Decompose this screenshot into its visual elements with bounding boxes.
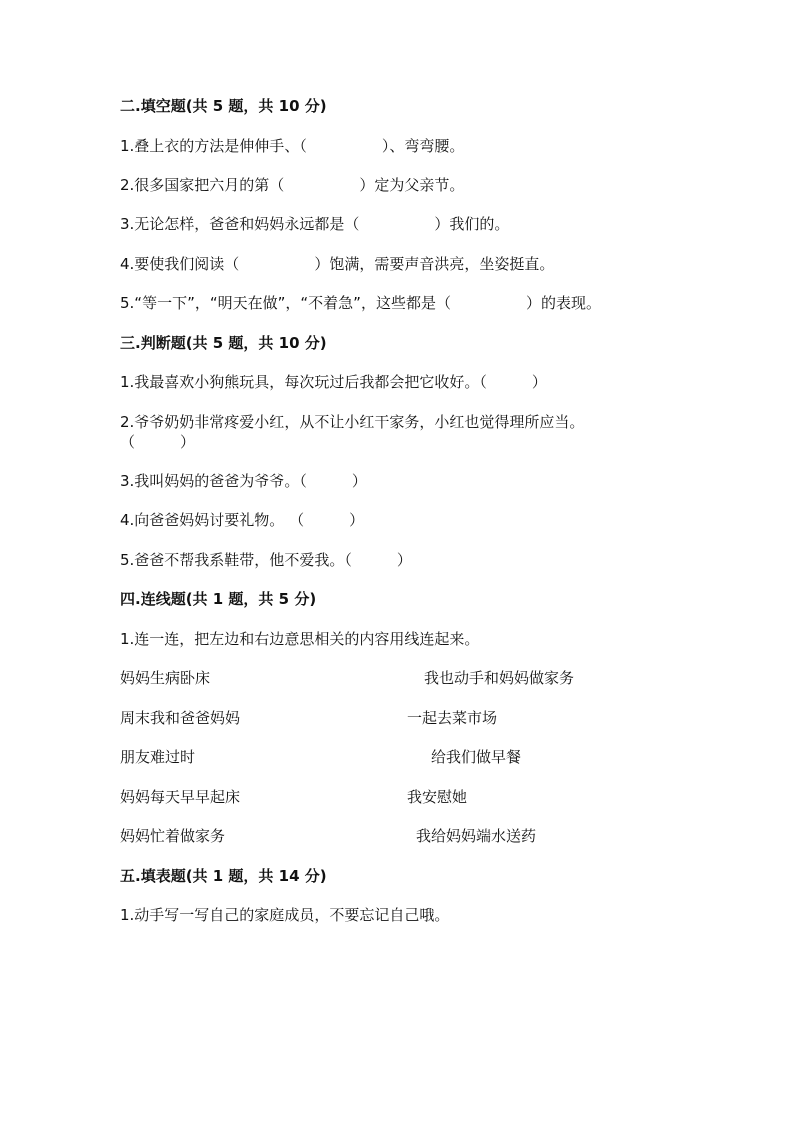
section-3-question-3: 3.我叫妈妈的爸爸为爷爷。（ ） <box>120 472 367 490</box>
section-3-title: 三.判断题(共 5 题，共 10 分) <box>120 334 327 352</box>
section-2-question-1: 1.叠上衣的方法是伸伸手、（ ）、弯弯腰。 <box>120 137 465 155</box>
match-left-item: 朋友难过时 <box>120 748 196 766</box>
section-5-question-1: 1.动手写一写自己的家庭成员，不要忘记自己哦。 <box>120 906 450 924</box>
match-left-item: 周末我和爸爸妈妈 <box>120 709 241 727</box>
section-4-question-1: 1.连一连，把左边和右边意思相关的内容用线连起来。 <box>120 630 480 648</box>
match-right-item: 我也动手和妈妈做家务 <box>424 669 575 687</box>
match-right-item: 我给妈妈端水送药 <box>416 827 537 845</box>
match-left-item: 妈妈生病卧床 <box>120 669 211 687</box>
match-right-item: 给我们做早餐 <box>431 748 522 766</box>
match-right-item: 我安慰她 <box>407 788 468 806</box>
section-3-question-2: 2.爷爷奶奶非常疼爱小红，从不让小红干家务，小红也觉得理所应当。 <box>120 413 585 431</box>
match-right-item: 一起去菜市场 <box>407 709 498 727</box>
section-4-title: 四.连线题(共 1 题，共 5 分) <box>120 590 317 608</box>
match-left-item: 妈妈忙着做家务 <box>120 827 226 845</box>
section-2-question-2: 2.很多国家把六月的第（ ）定为父亲节。 <box>120 176 465 194</box>
section-3-question-2-blank: （ ） <box>120 433 196 451</box>
section-3-question-1: 1.我最喜欢小狗熊玩具，每次玩过后我都会把它收好。（ ） <box>120 373 547 391</box>
section-3-question-4: 4.向爸爸妈妈讨要礼物。 （ ） <box>120 511 365 529</box>
match-left-item: 妈妈每天早早起床 <box>120 788 241 806</box>
section-2-question-3: 3.无论怎样，爸爸和妈妈永远都是（ ）我们的。 <box>120 215 510 233</box>
section-5-title: 五.填表题(共 1 题，共 14 分) <box>120 867 327 885</box>
section-2-question-4: 4.要使我们阅读（ ）饱满，需要声音洪亮，坐姿挺直。 <box>120 255 555 273</box>
section-2-title: 二.填空题(共 5 题，共 10 分) <box>120 97 327 115</box>
section-2-question-5: 5.“等一下”，“明天在做”，“不着急”，这些都是（ ）的表现。 <box>120 294 601 312</box>
section-3-question-5: 5.爸爸不帮我系鞋带，他不爱我。（ ） <box>120 551 412 569</box>
